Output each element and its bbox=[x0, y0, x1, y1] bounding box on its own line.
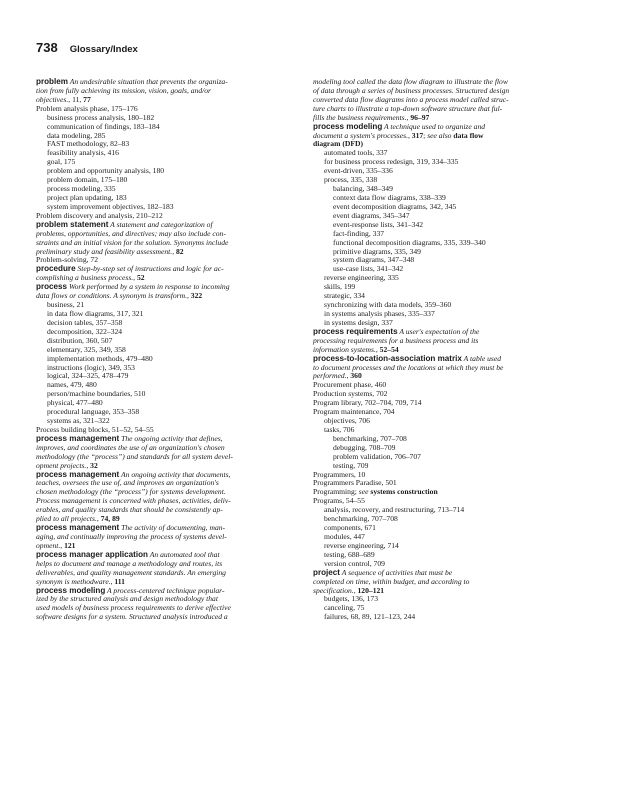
entry-text: , bbox=[186, 291, 191, 301]
index-subentry: debugging, 708–709 bbox=[333, 442, 396, 452]
glossary-term: process management bbox=[36, 523, 120, 533]
index-entry: Programs, 54–55 bbox=[313, 496, 365, 506]
index-entry: Problem discovery and analysis, 210–212 bbox=[36, 210, 163, 220]
glossary-term: process requirements bbox=[313, 326, 398, 336]
glossary-definition: The ongoing activity that defines, bbox=[119, 433, 223, 443]
glossary-definition: data flows or conditions. A synonym is transform. bbox=[36, 291, 187, 301]
glossary-definition: deliverables, and quality management standards. An emerging bbox=[36, 567, 226, 577]
index-subentry: in systems analysis phases, 335–337 bbox=[324, 308, 435, 318]
glossary-term: procedure bbox=[36, 264, 76, 274]
index-subentry: reverse engineering, 714 bbox=[324, 540, 399, 550]
index-subentry: components, 671 bbox=[324, 523, 376, 533]
entry-text: , bbox=[407, 130, 412, 140]
index-subentry: problem and opportunity analysis, 180 bbox=[47, 166, 165, 176]
index-subentry: in data flow diagrams, 317, 321 bbox=[47, 308, 144, 318]
index-subentry: failures, 68, 89, 121–123, 244 bbox=[324, 612, 416, 622]
glossary-entry bbox=[36, 587, 289, 623]
index-entry: Problem analysis phase, 175–176 bbox=[36, 103, 138, 113]
index-subentry: modules, 447 bbox=[324, 532, 365, 542]
index-subentry: names, 479, 480 bbox=[47, 380, 97, 390]
index-subentry: project plan updating, 183 bbox=[47, 192, 127, 202]
glossary-definition: Process management is concerned with phases, activities, deliv- bbox=[36, 496, 231, 506]
index-subentry: event decomposition diagrams, 342, 345 bbox=[333, 201, 457, 211]
index-entry: Problem-solving, 72 bbox=[36, 255, 99, 265]
index-subentry: business, 21 bbox=[47, 300, 85, 310]
index-subentry: process modeling, 335 bbox=[47, 184, 116, 194]
index-subentry: feasibility analysis, 416 bbox=[47, 148, 119, 158]
glossary-definition: problems, opportunities, and directives; may also include con- bbox=[36, 228, 226, 238]
running-title: Glossary/Index bbox=[69, 44, 138, 55]
entry-text: , 11, bbox=[68, 94, 84, 104]
glossary-definition: information systems. bbox=[313, 344, 376, 354]
index-entry: Program maintenance, 704 bbox=[313, 407, 395, 417]
glossary-definition: A technique used to organize and bbox=[382, 121, 486, 131]
index-subentry: strategic, 334 bbox=[324, 291, 365, 301]
glossary-definition: teaches, oversees the use of, and improves an organization's bbox=[36, 478, 219, 488]
index-subentry: tasks, 706 bbox=[324, 424, 355, 434]
glossary-definition: erables, and quality standards that should be consistently ap- bbox=[36, 505, 223, 515]
glossary-definition: ture charts to illustrate a top-down software structure that ful- bbox=[313, 103, 503, 113]
page-header bbox=[36, 40, 584, 55]
glossary-definition: processing requirements for a business process and its bbox=[313, 335, 479, 345]
index-subentry: implementation methods, 479–480 bbox=[47, 353, 153, 363]
entry-text: 52 bbox=[136, 273, 145, 283]
index-subentry: process, 335, 338 bbox=[324, 175, 378, 185]
glossary-definition: of data through a series of business processes. Structured design bbox=[313, 85, 510, 95]
entry-text: 82 bbox=[175, 246, 184, 256]
index-subentry: reverse engineering, 335 bbox=[324, 273, 399, 283]
glossary-definition: An ongoing activity that documents, bbox=[119, 469, 231, 479]
entry-text: diagram (DFD) bbox=[313, 139, 363, 149]
glossary-definition: synonym is methodware. bbox=[36, 576, 111, 586]
glossary-definition: A table used bbox=[461, 353, 502, 363]
index-subentry: testing, 709 bbox=[333, 460, 369, 470]
glossary-definition: A statement and categorization of bbox=[108, 219, 213, 229]
glossary-entry bbox=[313, 78, 566, 123]
glossary-entry bbox=[36, 265, 289, 283]
entry-text: 74, 89 bbox=[100, 514, 120, 524]
index-subentry: use-case lists, 341–342 bbox=[333, 264, 404, 274]
entry-text: ; bbox=[423, 130, 428, 140]
glossary-definition: completed on time, within budget, and according to bbox=[313, 576, 470, 586]
glossary-term: process modeling bbox=[36, 585, 106, 595]
index-subentry: physical, 477–480 bbox=[47, 398, 103, 408]
index-subentry: objectives, 706 bbox=[324, 416, 370, 426]
entry-text: see also bbox=[427, 130, 452, 140]
glossary-definition: document a system's processes. bbox=[313, 130, 408, 140]
glossary-term: process modeling bbox=[313, 121, 383, 131]
glossary-entry bbox=[36, 221, 289, 257]
glossary-definition: fills the business requirements. bbox=[313, 112, 407, 122]
glossary-entry bbox=[313, 328, 566, 355]
entry-text: 52–54 bbox=[379, 344, 399, 354]
glossary-definition: ized by the structured analysis and design methodology that bbox=[36, 594, 218, 604]
entry-text: 121 bbox=[64, 540, 76, 550]
index-entry: Procurement phase, 460 bbox=[313, 380, 387, 390]
glossary-definition: helps to document and manage a methodology and routes, its bbox=[36, 558, 223, 568]
index-subentry: synchronizing with data models, 359–360 bbox=[324, 300, 452, 310]
glossary-definition: An undesirable situation that prevents the organiza- bbox=[67, 77, 228, 86]
glossary-definition: straints and an initial vision for the solution. Synonyms include bbox=[36, 237, 229, 247]
glossary-definition: software designs for a system. Structured analysis introduced a bbox=[36, 612, 228, 622]
glossary-definition: objectives. bbox=[36, 94, 69, 104]
index-subentry: primitive diagrams, 335, 349 bbox=[333, 246, 421, 256]
index-subentry: event-driven, 335–336 bbox=[324, 166, 393, 176]
glossary-term: process bbox=[36, 282, 68, 292]
entry-text: , bbox=[86, 460, 91, 470]
entry-text: 111 bbox=[114, 576, 125, 586]
entry-text: 360 bbox=[350, 371, 362, 381]
entry-text: data flow bbox=[453, 130, 484, 140]
index-subentry: instructions (logic), 349, 353 bbox=[47, 362, 135, 372]
glossary-entry bbox=[36, 524, 289, 551]
index-subentry: canceling, 75 bbox=[324, 603, 365, 613]
index-subentry: budgets, 136, 173 bbox=[324, 594, 378, 604]
glossary-entry bbox=[36, 283, 289, 301]
entry-text: , bbox=[133, 273, 137, 283]
index-subentry: logical, 324–325, 478–479 bbox=[47, 371, 129, 381]
glossary-entry bbox=[36, 551, 289, 587]
index-subentry: communication of findings, 183–184 bbox=[47, 121, 160, 131]
entry-text: systems construction bbox=[370, 487, 438, 497]
glossary-definition: used models of business process requirements to derive effective bbox=[36, 603, 231, 613]
glossary-definition: plied to all projects. bbox=[36, 514, 97, 524]
glossary-definition: to document processes and the locations at which they must be bbox=[313, 362, 504, 372]
glossary-entry bbox=[313, 123, 566, 150]
index-subentry: system diagrams, 347–348 bbox=[333, 255, 415, 265]
index-column-right bbox=[313, 78, 566, 622]
entry-line bbox=[36, 613, 289, 622]
entry-text: 317 bbox=[411, 130, 424, 140]
index-entry: Process building blocks, 51–52, 54–55 bbox=[36, 424, 154, 434]
glossary-definition: complishing a business process. bbox=[36, 273, 134, 283]
index-subentry: for business process redesign, 319, 334–335 bbox=[324, 157, 459, 167]
index-subentry: problem validation, 706–707 bbox=[333, 451, 421, 461]
glossary-term: process management bbox=[36, 469, 120, 479]
index-subentry: functional decomposition diagrams, 335, 339–340 bbox=[333, 237, 486, 247]
glossary-entry bbox=[313, 569, 566, 596]
glossary-term: project bbox=[313, 567, 340, 577]
index-subentry: testing, 688–689 bbox=[324, 549, 375, 559]
glossary-entry bbox=[36, 435, 289, 471]
entry-text: , bbox=[346, 371, 351, 381]
entry-text: , bbox=[406, 112, 411, 122]
glossary-definition: modeling tool called the data flow diagram to illustrate the flow bbox=[313, 77, 508, 86]
glossary-entry bbox=[36, 471, 289, 525]
glossary-entry bbox=[313, 355, 566, 382]
index-subentry: version control, 709 bbox=[324, 558, 385, 568]
index-subentry: context data flow diagrams, 338–339 bbox=[333, 192, 446, 202]
index-subentry: fact-finding, 337 bbox=[333, 228, 385, 238]
glossary-term: problem statement bbox=[36, 219, 109, 229]
glossary-term: process-to-location-association matrix bbox=[313, 353, 462, 363]
glossary-definition: preliminary study and feasibility assessment. bbox=[36, 246, 173, 256]
index-subentry: business process analysis, 180–182 bbox=[47, 112, 155, 122]
glossary-definition: improves, and coordinates the use of an organization's chosen bbox=[36, 442, 225, 452]
glossary-term: process manager application bbox=[36, 549, 149, 559]
glossary-definition: The activity of documenting, man- bbox=[119, 523, 226, 533]
index-subentry: benchmarking, 707–708 bbox=[324, 514, 398, 524]
index-subentry: skills, 199 bbox=[324, 282, 356, 292]
entry-text: see bbox=[358, 487, 369, 497]
index-subentry: data modeling, 285 bbox=[47, 130, 106, 140]
glossary-definition: Work performed by a system in response to incoming bbox=[67, 282, 230, 292]
glossary-definition: tion from fully achieving its mission, vision, goals, and/or bbox=[36, 85, 212, 95]
entry-text: 77 bbox=[83, 94, 91, 104]
glossary-term: problem bbox=[36, 77, 68, 86]
index-entry: Programmers, 10 bbox=[313, 469, 366, 479]
glossary-definition: A process-centered technique popular- bbox=[105, 585, 225, 595]
glossary-definition: aging, and continually improving the process of systems devel- bbox=[36, 532, 227, 542]
entry-text: , bbox=[96, 514, 101, 524]
entry-text: , bbox=[375, 344, 380, 354]
index-subentry: procedural language, 353–358 bbox=[47, 407, 140, 417]
glossary-definition: specification. bbox=[313, 585, 354, 595]
entry-text: 32 bbox=[90, 460, 98, 470]
index-subentry: FAST methodology, 82–83 bbox=[47, 139, 130, 149]
index-subentry: distribution, 360, 507 bbox=[47, 335, 113, 345]
entry-text: 322 bbox=[190, 291, 203, 301]
entry-text: , bbox=[60, 540, 65, 550]
glossary-term: process management bbox=[36, 433, 120, 443]
index-entry: Program library, 702–704, 709, 714 bbox=[313, 398, 422, 408]
glossary-definition: opment. bbox=[36, 540, 61, 550]
glossary-definition: A sequence of activities that must be bbox=[340, 567, 453, 577]
page-number: 738 bbox=[36, 40, 58, 55]
entry-text: 120–121 bbox=[357, 585, 385, 595]
entry-text: , bbox=[353, 585, 358, 595]
index-subentry: decomposition, 322–324 bbox=[47, 326, 123, 336]
index-subentry: system improvement objectives, 182–183 bbox=[47, 201, 174, 211]
index-subentry: analysis, recovery, and restructuring, 713–714 bbox=[324, 505, 465, 515]
glossary-definition: performed. bbox=[313, 371, 347, 381]
glossary-definition: converted data flow diagrams into a process model called struc- bbox=[313, 94, 509, 104]
index-entry: Production systems, 702 bbox=[313, 389, 388, 399]
index-subentry: person/machine boundaries, 510 bbox=[47, 389, 146, 399]
glossary-entry bbox=[36, 78, 289, 105]
glossary-definition: opment projects. bbox=[36, 460, 87, 470]
glossary-definition: methodology (the “process”) and standards for all system devel- bbox=[36, 451, 233, 461]
index-entry: Programmers Paradise, 501 bbox=[313, 478, 397, 488]
index-subentry: problem domain, 175–180 bbox=[47, 175, 128, 185]
index-subentry: decision tables, 357–358 bbox=[47, 317, 123, 327]
glossary-definition: Step-by-step set of instructions and logic for ac- bbox=[75, 264, 224, 274]
index-subentry: benchmarking, 707–708 bbox=[333, 433, 407, 443]
entry-text: , bbox=[110, 576, 115, 586]
index-subentry: automated tools, 337 bbox=[324, 148, 388, 158]
index-column-left bbox=[36, 78, 289, 622]
glossary-definition: A user's expectation of the bbox=[397, 326, 480, 336]
index-subentry: event diagrams, 345–347 bbox=[333, 210, 410, 220]
index-subentry: balancing, 348–349 bbox=[333, 184, 393, 194]
index-subentry: elementary, 325, 349, 358 bbox=[47, 344, 126, 354]
entry-text: Programming; bbox=[313, 487, 359, 497]
glossary-definition: chosen methodology (the “process”) for systems development. bbox=[36, 487, 226, 497]
index-subentry: event-response lists, 341–342 bbox=[333, 219, 424, 229]
entry-text: 96–97 bbox=[410, 112, 430, 122]
index-subentry: in systems design, 337 bbox=[324, 317, 393, 327]
index-subentry: goal, 175 bbox=[47, 157, 76, 167]
glossary-definition: An automated tool that bbox=[148, 549, 220, 559]
index-subentry: systems as, 321–322 bbox=[47, 416, 110, 426]
entry-text: , bbox=[172, 246, 176, 256]
